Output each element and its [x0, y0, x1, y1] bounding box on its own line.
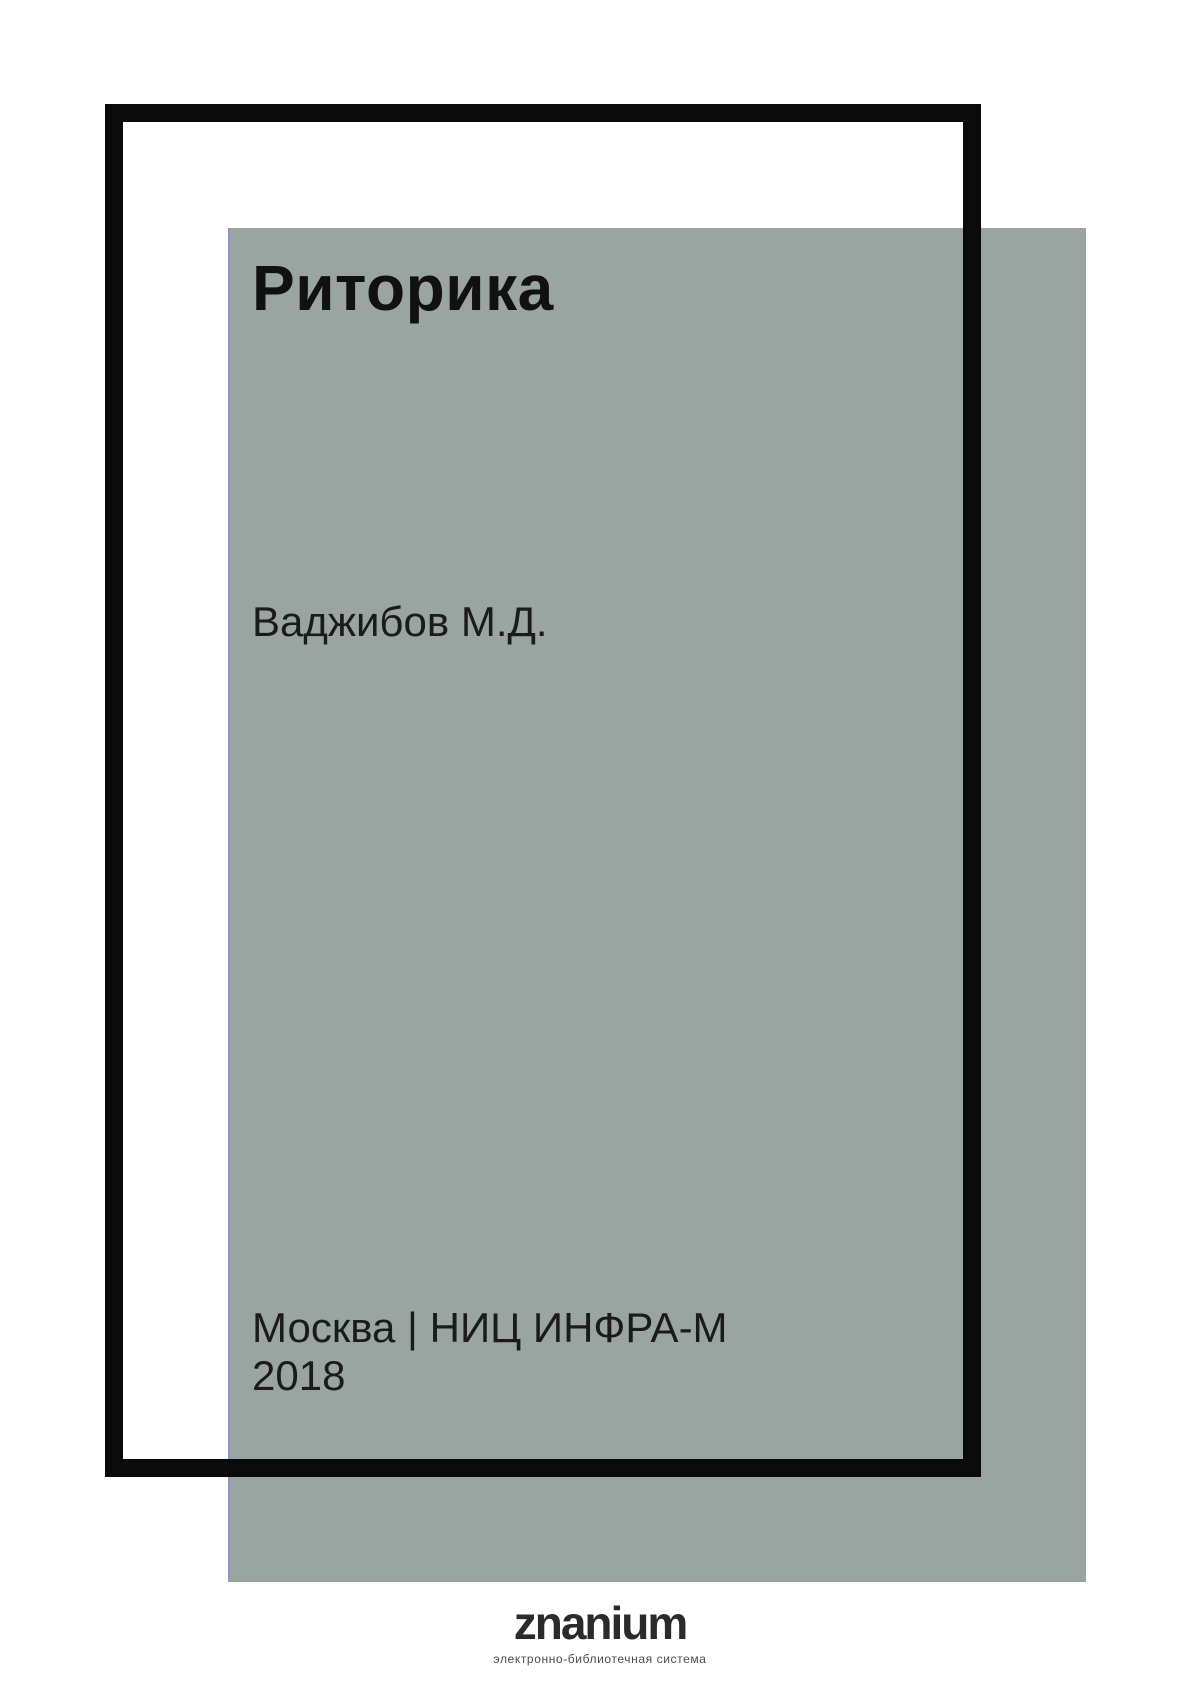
logo-tagline: электронно-библиотечная система — [493, 1652, 707, 1666]
book-author: Ваджибов М.Д. — [252, 598, 548, 645]
imprint-block — [252, 1304, 728, 1400]
brand-footer — [0, 1597, 1200, 1666]
book-title: Риторика — [252, 252, 554, 324]
publication-year: 2018 — [252, 1352, 346, 1399]
znanium-logo: znanium — [513, 1597, 687, 1649]
cover-color-panel — [228, 228, 1086, 1582]
publisher-line: Москва | НИЦ ИНФРА-М — [252, 1304, 728, 1351]
